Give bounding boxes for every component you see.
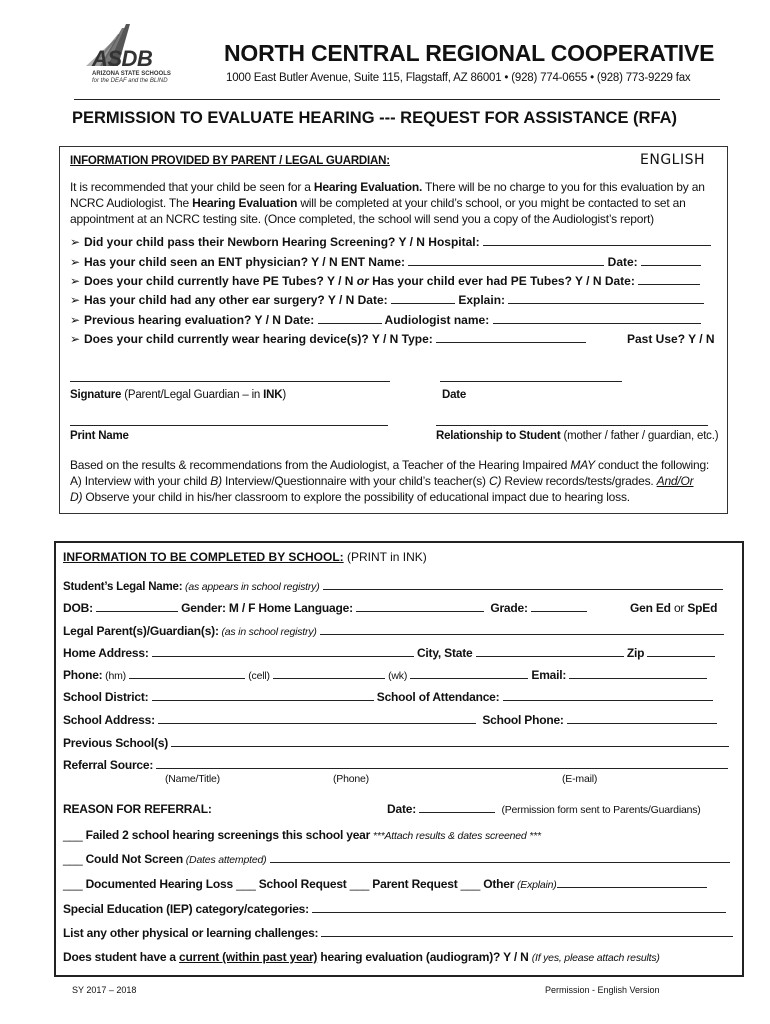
- hospital-field[interactable]: [483, 235, 711, 246]
- relationship-options: (mother / father / guardian, etc.): [560, 430, 719, 442]
- sig-close: ): [282, 389, 286, 401]
- based-2d: C): [488, 474, 502, 488]
- school-section-heading: INFORMATION TO BE COMPLETED BY SCHOOL:: [63, 550, 344, 564]
- documented-checkline[interactable]: ___: [63, 877, 86, 891]
- school-phone-field[interactable]: [567, 713, 717, 724]
- parents-note: (as in school registry): [218, 626, 317, 638]
- print-name-line[interactable]: [70, 425, 388, 426]
- intro-2c: will be completed at your child’s school, or you might be contacted to set an: [297, 196, 686, 210]
- school-section-heading-row: [63, 550, 427, 564]
- home-address-field[interactable]: [152, 646, 414, 657]
- question-previous-eval: [70, 313, 701, 327]
- grade-field[interactable]: [531, 601, 587, 612]
- q2b-text: Date:: [607, 255, 638, 269]
- row-could-not: [63, 852, 730, 866]
- based-1b: MAY: [570, 458, 595, 472]
- iep-field[interactable]: [312, 902, 726, 913]
- sig-label-rest: (Parent/Legal Guardian – in: [121, 389, 264, 401]
- prev-eval-date-field[interactable]: [318, 313, 382, 324]
- legal-name-field[interactable]: [323, 579, 723, 590]
- logo-subtext-2: for the DEAF and the BLIND: [92, 78, 168, 84]
- reason-date-field[interactable]: [419, 802, 495, 813]
- based-line-2: [70, 474, 693, 488]
- sig-label-bold: Signature: [70, 389, 122, 401]
- row-referral: [63, 758, 728, 772]
- row-previous: [63, 736, 729, 750]
- failed-note: ***Attach results & dates screened ***: [370, 830, 541, 842]
- past-use: Past Use? Y / N: [627, 332, 715, 346]
- signature-line[interactable]: [70, 381, 390, 382]
- intro-1a: It is recommended that your child be seen for a: [70, 180, 314, 194]
- date-label: Date: [442, 389, 467, 401]
- logo-wordmark: ASDB: [92, 46, 153, 71]
- failed-checkline[interactable]: ___: [63, 828, 86, 842]
- based-2f: And/Or: [656, 474, 694, 488]
- question-hearing-device: [70, 332, 586, 346]
- intro-2b: Hearing Evaluation: [192, 196, 298, 210]
- city-state-field[interactable]: [476, 646, 624, 657]
- arrow-bullet-icon: ➢: [70, 235, 81, 249]
- header-rule: [74, 99, 720, 100]
- q3b-text: or: [356, 274, 369, 288]
- parents-field[interactable]: [320, 624, 724, 635]
- surgery-date-field[interactable]: [391, 293, 455, 304]
- reason-label: REASON FOR REFERRAL:: [63, 802, 212, 816]
- phone-hm: (hm): [102, 670, 126, 682]
- intro-1b: Hearing Evaluation.: [313, 180, 423, 194]
- arrow-bullet-icon: ➢: [70, 293, 81, 307]
- pe-tubes-date-field[interactable]: [638, 274, 700, 285]
- zip-label: Zip: [626, 646, 645, 660]
- row-parents: [63, 624, 724, 638]
- footer-left: SY 2017 – 2018: [72, 985, 137, 995]
- audiogram-note: (If yes, please attach results): [531, 952, 660, 964]
- row-failed: [63, 828, 541, 842]
- question-newborn: [70, 235, 711, 249]
- other-note: (Explain): [514, 879, 557, 891]
- q2a-text: Has your child seen an ENT physician? Y / N ENT Name:: [84, 255, 405, 269]
- referral-label: Referral Source:: [63, 758, 154, 772]
- relationship-bold: Relationship to Student: [436, 430, 561, 442]
- district-label: School District:: [63, 690, 149, 704]
- could-not-checkline[interactable]: ___: [63, 852, 86, 866]
- phone-cell-field[interactable]: [273, 668, 385, 679]
- gen-sped: [630, 601, 717, 615]
- parent-req-label: Parent Request: [372, 877, 458, 891]
- q6a-text: Does your child currently wear hearing device(s)? Y / N Type:: [84, 332, 433, 346]
- referral-email-caption: (E-mail): [562, 773, 598, 785]
- referral-name-caption: (Name/Title): [165, 773, 220, 785]
- row-iep: [63, 902, 726, 916]
- print-name-label: Print Name: [70, 430, 129, 442]
- phone-wk: (wk): [388, 670, 408, 682]
- based-2e: Review records/tests/grades.: [501, 474, 657, 488]
- permission-note: (Permission form sent to Parents/Guardians): [501, 804, 701, 816]
- q4a-text: Has your child had any other ear surgery? Y / N Date:: [84, 293, 388, 307]
- intro-2a: NCRC Audiologist. The: [70, 196, 193, 210]
- school-address-field[interactable]: [158, 713, 476, 724]
- q3c-text: Has your child ever had PE Tubes? Y / N Date:: [368, 274, 635, 288]
- iep-label: Special Education (IEP) category/categories:: [63, 902, 309, 916]
- dob-label: DOB:: [63, 601, 93, 615]
- date-line[interactable]: [440, 381, 622, 382]
- failed-label: Failed 2 school hearing screenings this school year: [85, 828, 371, 842]
- school-phone-label: School Phone:: [482, 713, 564, 727]
- city-state-label: City, State: [416, 646, 473, 660]
- previous-field[interactable]: [171, 736, 729, 747]
- print-in-ink: (PRINT in INK): [343, 550, 427, 564]
- row-documented: [63, 877, 707, 891]
- row-district: [63, 690, 713, 704]
- footer-right: Permission - English Version: [545, 985, 660, 995]
- phone-wk-field[interactable]: [410, 668, 528, 679]
- intro-line-2: [70, 196, 686, 210]
- referral-phone-caption: (Phone): [333, 773, 369, 785]
- dob-field[interactable]: [96, 601, 178, 612]
- org-name: NORTH CENTRAL REGIONAL COOPERATIVE: [224, 40, 715, 66]
- based-3b: Observe your child in his/her classroom to explore the possibility of educational impact due to hearing loss.: [82, 490, 630, 504]
- school-req-label: School Request: [258, 877, 347, 891]
- challenges-field[interactable]: [321, 926, 733, 937]
- school-address-label: School Address:: [63, 713, 155, 727]
- based-line-3: [70, 490, 630, 504]
- row-phone: [63, 668, 707, 682]
- home-address-label: Home Address:: [63, 646, 149, 660]
- arrow-bullet-icon: ➢: [70, 255, 81, 269]
- sig-ink: INK: [263, 389, 283, 401]
- reason-date-label: Date:: [387, 802, 417, 816]
- gen-ed-option[interactable]: Gen Ed: [630, 601, 671, 615]
- intro-line-1: [70, 180, 705, 194]
- q5a-text: Previous hearing evaluation? Y / N Date:: [84, 313, 315, 327]
- could-not-label: Could Not Screen: [85, 852, 184, 866]
- row-legal-name: [63, 579, 723, 593]
- ent-name-field[interactable]: [408, 255, 604, 266]
- reason-date-row: [387, 802, 701, 816]
- audiologist-name-field[interactable]: [493, 313, 701, 324]
- parent-section-heading: INFORMATION PROVIDED BY PARENT / LEGAL GUARDIAN:: [70, 155, 390, 167]
- arrow-bullet-icon: ➢: [70, 274, 81, 288]
- legal-name-label: Student’s Legal Name:: [63, 581, 183, 593]
- audiogram-a: Does student have a: [63, 950, 180, 964]
- logo-subtext-1: ARIZONA STATE SCHOOLS: [92, 71, 171, 77]
- school-req-checkline[interactable]: ___: [233, 877, 259, 891]
- row-home-address: [63, 646, 715, 660]
- relationship-label: [436, 430, 718, 442]
- question-ear-surgery: [70, 293, 704, 307]
- email-label: Email:: [531, 668, 567, 682]
- home-language-field[interactable]: [356, 601, 484, 612]
- q3a-text: Does your child currently have PE Tubes? Y / N: [84, 274, 357, 288]
- device-type-field[interactable]: [436, 332, 586, 343]
- q4b-text: Explain:: [458, 293, 506, 307]
- phone-cell: (cell): [248, 670, 270, 682]
- audiogram-b: current (within past year): [179, 950, 318, 964]
- phone-hm-field[interactable]: [129, 668, 245, 679]
- other-explain-field[interactable]: [557, 877, 707, 888]
- based-2b: B): [210, 474, 222, 488]
- intro-1c: There will be no charge to you for this evaluation by an: [422, 180, 705, 194]
- email-field[interactable]: [569, 668, 707, 679]
- row-school-address: [63, 713, 717, 727]
- sped-option[interactable]: SpEd: [687, 601, 718, 615]
- district-field[interactable]: [152, 690, 374, 701]
- based-1c: conduct the following:: [594, 458, 710, 472]
- question-ent: [70, 255, 701, 269]
- asdb-logo: [78, 18, 200, 88]
- could-not-field[interactable]: [270, 852, 730, 863]
- intro-line-3: appointment at an NCRC testing site. (Once completed, the school will send you a copy of the Audiologist’s report): [70, 212, 654, 226]
- audiogram-c: hearing evaluation (audiogram)? Y / N: [317, 950, 532, 964]
- based-2c: Interview/Questionnaire with your child’s teacher(s): [221, 474, 489, 488]
- row-audiogram: [63, 950, 660, 964]
- documented-label: Documented Hearing Loss: [85, 877, 233, 891]
- signature-label: [70, 389, 286, 401]
- based-line-1: [70, 458, 709, 472]
- row-dob: [63, 601, 587, 615]
- attendance-field[interactable]: [503, 690, 713, 701]
- attendance-label: School of Attendance:: [376, 690, 500, 704]
- q5b-text: Audiologist name:: [384, 313, 490, 327]
- based-1a: Based on the results & recommendations from the Audiologist, a Teacher of the Hearing Impaired: [70, 458, 571, 472]
- other-checkline[interactable]: ___: [457, 877, 484, 891]
- question-pe-tubes: [70, 274, 700, 288]
- arrow-bullet-icon: ➢: [70, 313, 81, 327]
- parents-label: Legal Parent(s)/Guardian(s):: [63, 624, 219, 638]
- gender-language-label: Gender: M / F Home Language:: [181, 601, 353, 615]
- based-3a: D): [70, 490, 83, 504]
- zip-field[interactable]: [647, 646, 715, 657]
- previous-label: Previous School(s): [63, 736, 169, 750]
- org-address: 1000 East Butler Avenue, Suite 115, Flagstaff, AZ 86001 • (928) 774-0655 • (928) 773-9229 fax: [226, 72, 691, 84]
- arrow-bullet-icon: ➢: [70, 332, 81, 346]
- other-label: Other: [483, 877, 515, 891]
- grade-label: Grade:: [490, 601, 528, 615]
- surgery-explain-field[interactable]: [508, 293, 704, 304]
- could-not-note: (Dates attempted): [183, 854, 267, 866]
- ent-date-field[interactable]: [641, 255, 701, 266]
- legal-name-note: (as appears in school registry): [182, 581, 320, 593]
- q1-text: Did your child pass their Newborn Hearing Screening? Y / N Hospital:: [84, 235, 480, 249]
- parent-req-checkline[interactable]: ___: [346, 877, 373, 891]
- language-tag: ENGLISH: [640, 152, 706, 168]
- referral-field[interactable]: [156, 758, 728, 769]
- relationship-line[interactable]: [436, 425, 708, 426]
- challenges-label: List any other physical or learning challenges:: [63, 926, 319, 940]
- form-title: PERMISSION TO EVALUATE HEARING --- REQUEST FOR ASSISTANCE (RFA): [72, 109, 678, 127]
- row-challenges: [63, 926, 733, 940]
- phone-label: Phone:: [63, 668, 103, 682]
- or-text: or: [670, 601, 688, 615]
- based-2a: A) Interview with your child: [70, 474, 211, 488]
